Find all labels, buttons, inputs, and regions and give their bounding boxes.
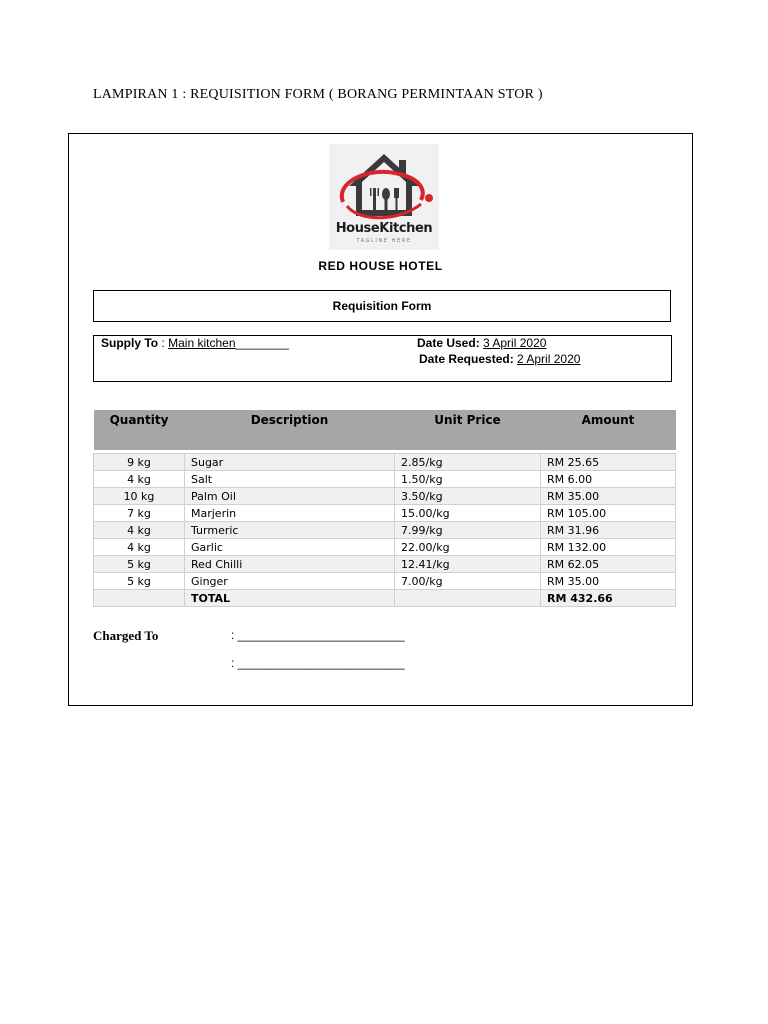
logo-tagline: TAGLINE HERE [356, 238, 412, 244]
cell-amount: RM 35.00 [541, 573, 676, 590]
header-quantity: Quantity [94, 410, 185, 450]
logo-wordmark: HouseKitchen [335, 221, 433, 236]
cell-quantity: 4 kg [94, 539, 185, 556]
cell-quantity: 4 kg [94, 522, 185, 539]
cell-quantity: 4 kg [94, 471, 185, 488]
supply-to-value: Main kitchen [168, 336, 236, 350]
total-label: TOTAL [185, 590, 395, 607]
total-row [94, 590, 676, 607]
cell-unit-price: 7.99/kg [395, 522, 541, 539]
supply-to-label: Supply To [101, 336, 159, 350]
cell-total-blank [94, 590, 185, 607]
cell-unit-price: 7.00/kg [395, 573, 541, 590]
cell-total-blank [395, 590, 541, 607]
house-kitchen-logo [329, 144, 439, 250]
cell-amount: RM 31.96 [541, 522, 676, 539]
hotel-name: RED HOUSE HOTEL [318, 259, 443, 273]
supply-to-separator: : [158, 336, 169, 350]
cell-amount: RM 35.00 [541, 488, 676, 505]
cell-description: Sugar [185, 454, 395, 471]
cell-unit-price: 22.00/kg [395, 539, 541, 556]
cell-unit-price: 1.50/kg [395, 471, 541, 488]
table-row [94, 539, 676, 556]
date-requested-value: 2 April 2020 [517, 352, 581, 366]
form-title-box [93, 290, 671, 322]
table-row [94, 454, 676, 471]
cell-quantity: 5 kg [94, 573, 185, 590]
date-requested-field [419, 352, 580, 366]
date-requested-label: Date Requested: [419, 352, 514, 366]
table-row [94, 522, 676, 539]
cell-description: Salt [185, 471, 395, 488]
cell-description: Marjerin [185, 505, 395, 522]
supply-to-field [101, 336, 289, 350]
cell-unit-price: 12.41/kg [395, 556, 541, 573]
house-logo-icon [329, 144, 439, 224]
cell-quantity: 10 kg [94, 488, 185, 505]
document-heading: LAMPIRAN 1 : REQUISITION FORM ( BORANG PERMINTAAN STOR ) [93, 87, 543, 102]
cell-amount: RM 132.00 [541, 539, 676, 556]
cell-amount: RM 25.65 [541, 454, 676, 471]
date-used-field [417, 336, 546, 350]
table-row [94, 505, 676, 522]
supply-to-blank: ________ [235, 336, 289, 350]
cell-amount: RM 6.00 [541, 471, 676, 488]
cell-quantity: 9 kg [94, 454, 185, 471]
cell-unit-price: 15.00/kg [395, 505, 541, 522]
table-row [94, 471, 676, 488]
cell-description: Ginger [185, 573, 395, 590]
table-header-row [94, 410, 676, 450]
header-description: Description [185, 410, 395, 450]
cell-quantity: 7 kg [94, 505, 185, 522]
header-amount: Amount [541, 410, 676, 450]
table-row [94, 573, 676, 590]
table-row [94, 488, 676, 505]
charged-to-label: Charged To [93, 628, 159, 643]
date-used-label: Date Used: [417, 336, 480, 350]
supply-info-box [93, 335, 672, 382]
cell-description: Palm Oil [185, 488, 395, 505]
cell-amount: RM 62.05 [541, 556, 676, 573]
total-value: RM 432.66 [541, 590, 676, 607]
date-used-value: 3 April 2020 [483, 336, 547, 350]
cell-description: Garlic [185, 539, 395, 556]
requisition-table [93, 410, 676, 607]
cell-unit-price: 3.50/kg [395, 488, 541, 505]
cell-amount: RM 105.00 [541, 505, 676, 522]
table-row [94, 556, 676, 573]
cell-quantity: 5 kg [94, 556, 185, 573]
charged-to-line-1: : _________________________ [231, 628, 405, 642]
charged-to-line-2: : _________________________ [231, 656, 405, 670]
form-title: Requisition Form [332, 299, 432, 313]
cell-description: Turmeric [185, 522, 395, 539]
cell-description: Red Chilli [185, 556, 395, 573]
cell-unit-price: 2.85/kg [395, 454, 541, 471]
header-unit-price: Unit Price [395, 410, 541, 450]
